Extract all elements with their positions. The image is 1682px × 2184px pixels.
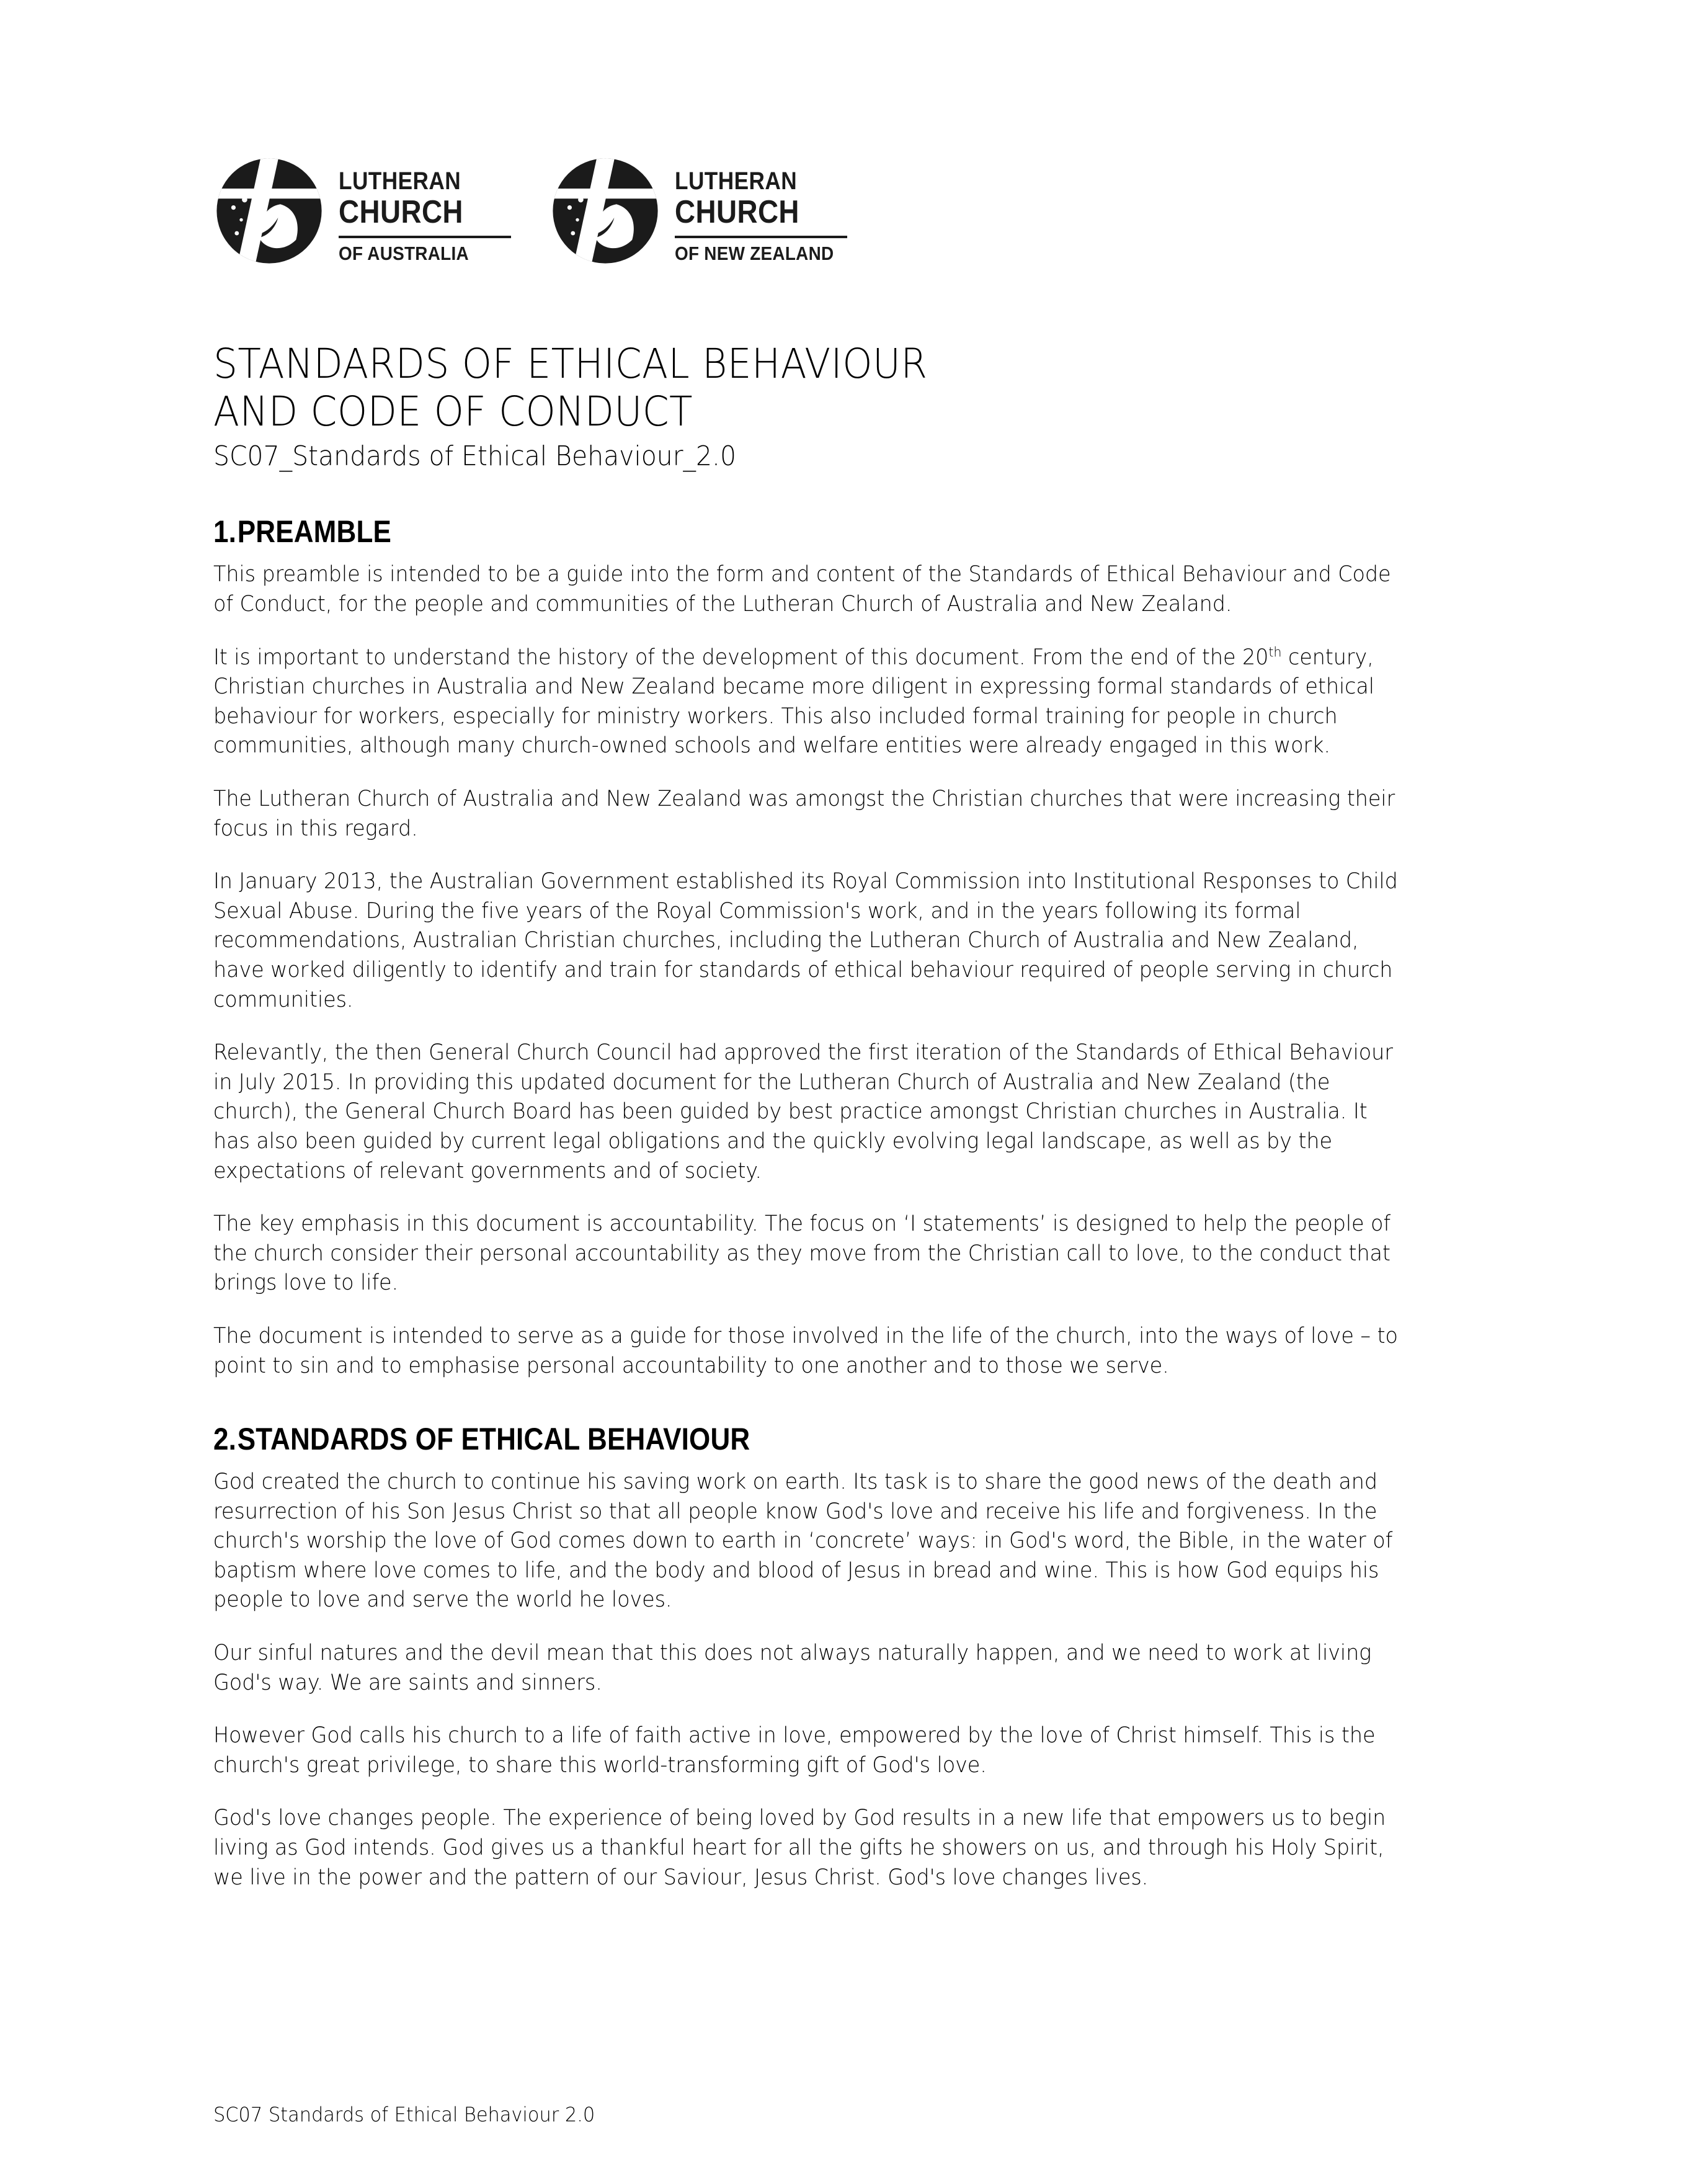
paragraph: However God calls his church to a life of faith active in love, empowered by the love of Christ himself. This is the church's great privilege, to share this world-transforming gift of God's love. [213, 1723, 1376, 1778]
section-heading-standards [213, 1422, 1305, 1456]
logo-lutheran-church-of-new-zealand [550, 155, 852, 267]
paragraph: This preamble is intended to be a guide into the form and content of the Standards of Ethical Behaviour and Code of Conduct, for the people and communities of the Lutheran Church of Australia and New Zealand. [213, 562, 1391, 617]
lca-wordmark [339, 159, 511, 263]
logo-line-region: OF NEW ZEALAND [675, 243, 834, 264]
section-number: 1. [213, 514, 237, 550]
paragraph: The key emphasis in this document is accountability. The focus on ‘I statements’ is designed to help the people of the church consider their personal accountability as they move from the Christian call to love, to the conduct that brings love to life. [213, 1211, 1391, 1296]
lcnz-wordmark [675, 159, 852, 263]
logo-line-church: CHURCH [339, 194, 463, 230]
logo-line-lutheran: LUTHERAN [675, 167, 798, 195]
logo-lutheran-church-of-australia [213, 155, 511, 267]
logo-divider [339, 236, 511, 238]
lcnz-cross-leaf-logo-icon [550, 155, 661, 267]
title-line-1: STANDARDS OF ETHICAL BEHAVIOUR [213, 340, 928, 388]
paragraph: Our sinful natures and the devil mean that this does not always naturally happen, and we need to work at living God's way. We are saints and sinners. [213, 1641, 1372, 1695]
logo-line-church: CHURCH [675, 194, 799, 230]
logo-line-lutheran: LUTHERAN [339, 167, 461, 195]
page-footer: SC07 Standards of Ethical Behaviour 2.0 [213, 2103, 595, 2126]
page-title [213, 340, 1454, 435]
section-number: 2. [213, 1422, 237, 1457]
section-title: PREAMBLE [237, 514, 392, 550]
document-reference-subtitle: SC07_Standards of Ethical Behaviour_2.0 [213, 440, 737, 473]
logo-header [213, 155, 1454, 267]
section-title: STANDARDS OF ETHICAL BEHAVIOUR [237, 1422, 750, 1457]
section-heading-preamble [213, 514, 1305, 549]
lca-cross-leaf-logo-icon [213, 155, 325, 267]
paragraph: The Lutheran Church of Australia and New Zealand was amongst the Christian churches that were increasing their focus in this regard. [213, 787, 1395, 841]
paragraph: It is important to understand the history of the development of this document. From the end of the 20th century, Christian churches in Australia and New Zealand became more diligent in expressing formal standards of ethical behaviour for workers, especially for ministry workers. This also included formal training for people in church communities, although many church-owned schools and welfare entities were already engaged in this work. [213, 644, 1375, 759]
paragraph: God's love changes people. The experience of being loved by God results in a new life that empowers us to begin living as God intends. God gives us a thankful heart for all the gifts he showers on us, and through his Holy Spirit, we live in the power and the pattern of our Saviour, Jesus Christ. God's love changes lives. [213, 1806, 1386, 1890]
section-standards-of-ethical-behaviour [213, 1422, 1454, 1892]
section-preamble [213, 514, 1454, 1381]
logo-divider [675, 236, 847, 238]
document-content [213, 155, 1454, 1892]
paragraph: In January 2013, the Australian Government established its Royal Commission into Institutional Responses to Child Sexual Abuse. During the five years of the Royal Commission's work, and in the years following its formal recommendations, Australian Christian churches, including the Lutheran Church of Australia and New Zealand, have worked diligently to identify and train for standards of ethical behaviour required of people serving in church communities. [213, 869, 1398, 1012]
paragraph: Relevantly, the then General Church Council had approved the first iteration of the Standards of Ethical Behaviour in July 2015. In providing this updated document for the Lutheran Church of Australia and New Zealand (the church), the General Church Board has been guided by best practice amongst Christian churches in Australia. It has also been guided by current legal obligations and the quickly evolving legal landscape, as well as by the expectations of relevant governments and of society. [213, 1040, 1393, 1183]
superscript-ordinal: th [1268, 644, 1282, 660]
logo-line-region: OF AUSTRALIA [339, 243, 469, 264]
title-line-2: AND CODE OF CONDUCT [213, 388, 693, 436]
paragraph: God created the church to continue his saving work on earth. Its task is to share the good news of the death and resurrection of his Son Jesus Christ so that all people know God's love and receive his life and forgiveness. In the church's worship the love of God comes down to earth in ‘concrete’ ways: in God's word, the Bible, in the water of baptism where love comes to life, and the body and blood of Jesus in bread and wine. This is how God equips his people to love and serve the world he loves. [213, 1469, 1393, 1613]
paragraph: The document is intended to serve as a guide for those involved in the life of the church, into the ways of love – to point to sin and to emphasise personal accountability to one another and to those we serve. [213, 1323, 1398, 1378]
